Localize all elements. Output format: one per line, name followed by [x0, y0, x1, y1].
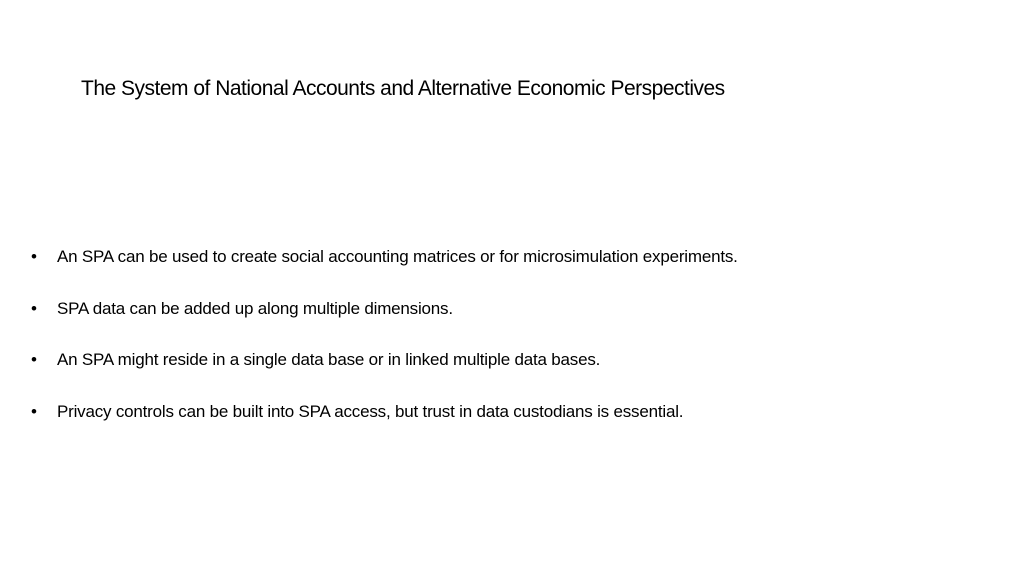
bullet-dot-icon: • [31, 401, 37, 421]
bullet-text: An SPA might reside in a single data base or in linked multiple data bases. [57, 350, 601, 369]
bullet-dot-icon: • [31, 247, 37, 266]
bullet-dot-icon: • [31, 298, 37, 318]
slide-title: The System of National Accounts and Alternative Economic Perspectives [81, 77, 725, 100]
bullet-dot-icon: • [31, 350, 37, 369]
bullet-text: An SPA can be used to create social accounting matrices or for microsimulation experiments. [57, 247, 738, 266]
bullet-text: Privacy controls can be built into SPA access, but trust in data custodians is essential. [57, 401, 684, 421]
bullet-text: SPA data can be added up along multiple dimensions. [57, 298, 453, 318]
